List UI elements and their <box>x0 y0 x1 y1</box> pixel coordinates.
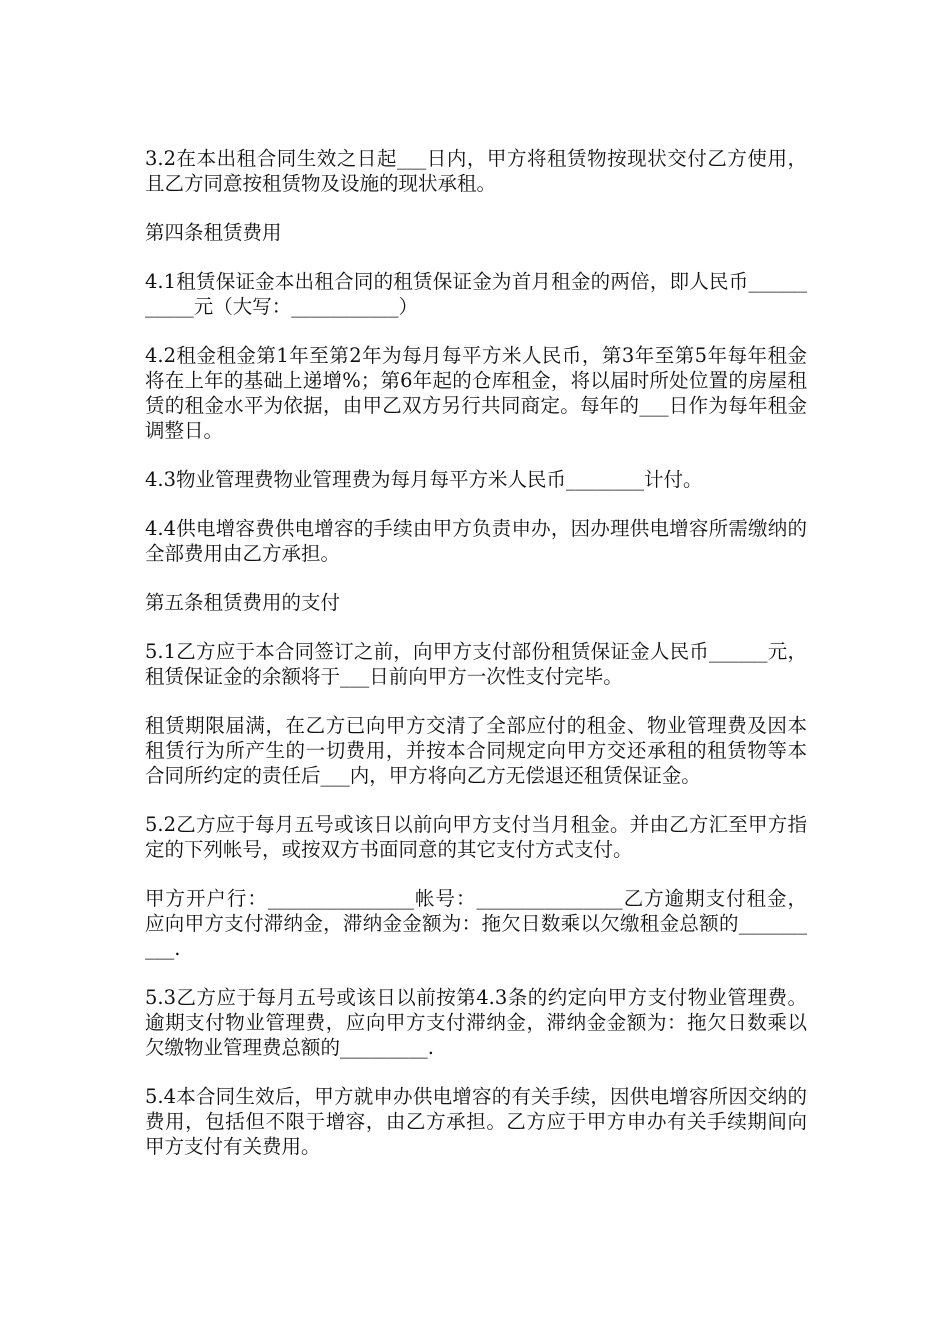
bank-account-paragraph: 甲方开户行：_______________帐号：_______________乙方逾期支付租金，应向甲方支付滞纳金，滞纳金金额为：拖欠日数乘以欠缴租金总额的__________. <box>145 887 807 960</box>
document-page <box>145 146 807 1183</box>
clause-5-4: 5.4本合同生效后，甲方就申办供电增容的有关手续，因供电增容所因交纳的费用，包括但不限于增容，由乙方承担。乙方应于甲方申办有关手续期间向甲方支付有关费用。 <box>145 1085 807 1158</box>
deposit-refund-paragraph: 租赁期限届满，在乙方已向甲方交清了全部应付的租金、物业管理费及因本租赁行为所产生的一切费用，并按本合同规定向甲方交还承租的租赁物等本合同所约定的责任后___内，甲方将向乙方无偿退还租赁保证金。 <box>145 714 807 787</box>
article-5-heading: 第五条租赁费用的支付 <box>145 591 341 614</box>
clause-4-2: 4.2租金租金第1年至第2年为每月每平方米人民币，第3年至第5年每年租金将在上年的基础上递增%；第6年起的仓库租金，将以届时所处位置的房屋租赁的租金水平为依据，由甲乙双方另行共同商定。每年的___日作为每年租金调整日。 <box>145 344 807 442</box>
article-4-heading: 第四条租赁费用 <box>145 221 282 244</box>
clause-3-2: 3.2在本出租合同生效之日起___日内，甲方将租赁物按现状交付乙方使用，且乙方同意按租赁物及设施的现状承租。 <box>145 147 807 195</box>
clause-4-4: 4.4供电增容费供电增容的手续由甲方负责申办，因办理供电增容所需缴纳的全部费用由乙方承担。 <box>145 517 807 565</box>
clause-4-1: 4.1租赁保证金本出租合同的租赁保证金为首月租金的两倍，即人民币___________元（大写：___________） <box>145 270 807 318</box>
clause-4-3: 4.3物业管理费物业管理费为每月每平方米人民币________计付。 <box>145 468 703 491</box>
clause-5-3: 5.3乙方应于每月五号或该日以前按第4.3条的约定向甲方支付物业管理费。逾期支付物业管理费，应向甲方支付滞纳金，滞纳金金额为：拖欠日数乘以欠缴物业管理费总额的_________. <box>145 986 807 1059</box>
clause-5-2: 5.2乙方应于每月五号或该日以前向甲方支付当月租金。并由乙方汇至甲方指定的下列帐号，或按双方书面同意的其它支付方式支付。 <box>145 813 807 861</box>
clause-5-1: 5.1乙方应于本合同签订之前，向甲方支付部份租赁保证金人民币______元，租赁保证金的余额将于___日前向甲方一次性支付完毕。 <box>145 640 807 688</box>
